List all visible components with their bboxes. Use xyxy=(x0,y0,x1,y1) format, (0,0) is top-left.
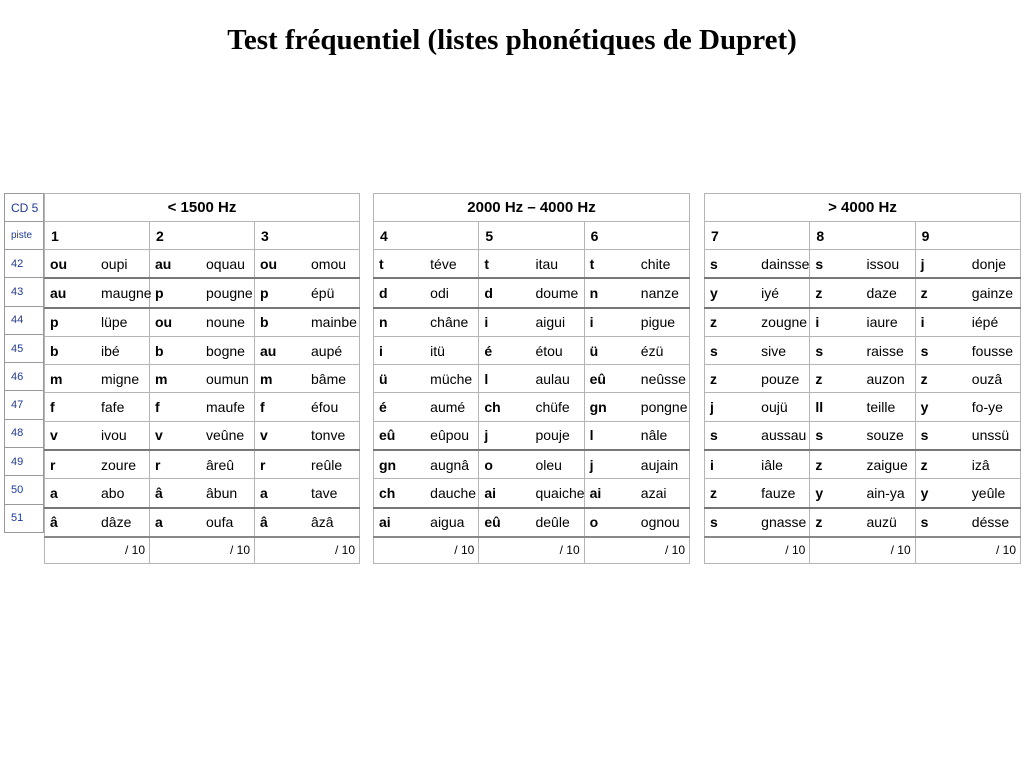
phoneme-cell: t xyxy=(374,250,427,279)
word-cell: zaigue xyxy=(862,450,915,479)
word-cell: pongne xyxy=(637,393,690,421)
table-row xyxy=(705,450,1021,479)
phoneme-cell: b xyxy=(255,308,308,337)
word-cell: pougne xyxy=(202,278,255,307)
phoneme-cell: z xyxy=(810,508,863,537)
word-cell: gainze xyxy=(968,278,1021,307)
phoneme-cell: gn xyxy=(374,450,427,479)
phoneme-cell: i xyxy=(584,308,637,337)
page-title: Test fréquentiel (listes phonétiques de Dupret) xyxy=(227,24,797,56)
phoneme-cell: s xyxy=(810,421,863,450)
table-row xyxy=(705,336,1021,364)
phoneme-cell: z xyxy=(705,308,758,337)
table-row xyxy=(374,365,690,393)
phoneme-cell: a xyxy=(150,508,203,537)
phoneme-cell: ch xyxy=(479,393,532,421)
phoneme-cell: t xyxy=(479,250,532,279)
word-cell: yeûle xyxy=(968,479,1021,508)
word-cell: zougne xyxy=(757,308,810,337)
phoneme-cell: ai xyxy=(479,479,532,508)
word-cell: auzü xyxy=(862,508,915,537)
phoneme-cell: f xyxy=(255,393,308,421)
phoneme-cell: p xyxy=(45,308,98,337)
word-cell: étou xyxy=(531,336,584,364)
phoneme-cell: a xyxy=(45,479,98,508)
word-cell: aulau xyxy=(531,365,584,393)
word-cell: dainsse xyxy=(757,250,810,279)
word-cell: müche xyxy=(426,365,479,393)
phoneme-cell: i xyxy=(810,308,863,337)
word-cell: iâle xyxy=(757,450,810,479)
table-row xyxy=(45,250,360,279)
score-cell: / 10 xyxy=(584,537,689,564)
word-cell: pouje xyxy=(531,421,584,450)
phoneme-cell: s xyxy=(915,336,968,364)
word-cell: auzon xyxy=(862,365,915,393)
phoneme-cell: â xyxy=(255,508,308,537)
word-cell: bogne xyxy=(202,336,255,364)
phoneme-cell: p xyxy=(150,278,203,307)
word-cell: fafe xyxy=(97,393,150,421)
word-cell: teille xyxy=(862,393,915,421)
word-cell: fousse xyxy=(968,336,1021,364)
score-cell: / 10 xyxy=(150,537,255,564)
word-cell: oupi xyxy=(97,250,150,279)
table-row xyxy=(45,365,360,393)
table-row xyxy=(45,508,360,537)
phoneme-cell: m xyxy=(150,365,203,393)
table-row xyxy=(45,479,360,508)
phoneme-cell: s xyxy=(705,336,758,364)
phoneme-cell: ü xyxy=(374,365,427,393)
list-number: 6 xyxy=(584,222,689,250)
word-cell: oufa xyxy=(202,508,255,537)
phoneme-cell: eû xyxy=(479,508,532,537)
phoneme-cell: l xyxy=(479,365,532,393)
word-cell: donje xyxy=(968,250,1021,279)
word-cell: noune xyxy=(202,308,255,337)
phoneme-cell: j xyxy=(705,393,758,421)
phoneme-cell: ai xyxy=(584,479,637,508)
list-number: 8 xyxy=(810,222,915,250)
word-cell: âreû xyxy=(202,450,255,479)
table-row xyxy=(705,250,1021,279)
table-row xyxy=(705,365,1021,393)
phoneme-cell: z xyxy=(705,479,758,508)
word-cell: oumun xyxy=(202,365,255,393)
table-row xyxy=(374,278,690,307)
phoneme-cell: ai xyxy=(374,508,427,537)
phoneme-cell: f xyxy=(150,393,203,421)
phoneme-cell: y xyxy=(705,278,758,307)
phoneme-cell: b xyxy=(45,336,98,364)
word-cell: dâze xyxy=(97,508,150,537)
word-cell: deûle xyxy=(531,508,584,537)
list-number: 5 xyxy=(479,222,584,250)
phoneme-cell: m xyxy=(255,365,308,393)
phoneme-cell: eû xyxy=(584,365,637,393)
score-cell: / 10 xyxy=(915,537,1020,564)
frequency-group-low xyxy=(44,193,360,564)
phoneme-cell: gn xyxy=(584,393,637,421)
table-row xyxy=(374,450,690,479)
piste-label: piste xyxy=(5,222,44,250)
track-number: 46 xyxy=(5,363,44,391)
word-cell: tave xyxy=(307,479,360,508)
word-cell: ézü xyxy=(637,336,690,364)
word-cell: nâle xyxy=(637,421,690,450)
track-number: 47 xyxy=(5,391,44,419)
phoneme-cell: j xyxy=(479,421,532,450)
word-cell: daze xyxy=(862,278,915,307)
phoneme-cell: s xyxy=(705,508,758,537)
score-cell: / 10 xyxy=(479,537,584,564)
word-cell: omou xyxy=(307,250,360,279)
word-cell: ain-ya xyxy=(862,479,915,508)
track-number: 44 xyxy=(5,306,44,334)
track-number: 43 xyxy=(5,278,44,306)
phoneme-cell: o xyxy=(479,450,532,479)
phoneme-cell: au xyxy=(45,278,98,307)
score-cell: / 10 xyxy=(45,537,150,564)
word-cell: ouzâ xyxy=(968,365,1021,393)
phoneme-cell: ou xyxy=(45,250,98,279)
word-cell: sive xyxy=(757,336,810,364)
phoneme-cell: v xyxy=(45,421,98,450)
phoneme-cell: ü xyxy=(584,336,637,364)
phoneme-cell: r xyxy=(255,450,308,479)
word-cell: iaure xyxy=(862,308,915,337)
phoneme-cell: s xyxy=(705,250,758,279)
frequency-group-high xyxy=(704,193,1021,564)
list-number: 7 xyxy=(705,222,810,250)
word-cell: éfou xyxy=(307,393,360,421)
phoneme-cell: j xyxy=(584,450,637,479)
word-cell: unssü xyxy=(968,421,1021,450)
word-cell: itau xyxy=(531,250,584,279)
table-row xyxy=(45,450,360,479)
phoneme-cell: â xyxy=(150,479,203,508)
word-cell: itü xyxy=(426,336,479,364)
frequency-group-mid xyxy=(373,193,690,564)
word-cell: iépé xyxy=(968,308,1021,337)
list-number: 4 xyxy=(374,222,479,250)
score-cell: / 10 xyxy=(810,537,915,564)
phoneme-cell: ch xyxy=(374,479,427,508)
word-cell: nanze xyxy=(637,278,690,307)
phoneme-cell: z xyxy=(915,450,968,479)
table-row xyxy=(705,278,1021,307)
phoneme-cell: z xyxy=(810,278,863,307)
word-cell: issou xyxy=(862,250,915,279)
word-cell: aupé xyxy=(307,336,360,364)
table-row xyxy=(374,336,690,364)
word-cell: abo xyxy=(97,479,150,508)
phoneme-cell: n xyxy=(374,308,427,337)
word-cell: tonve xyxy=(307,421,360,450)
track-number: 50 xyxy=(5,476,44,504)
table-row xyxy=(374,479,690,508)
phoneme-cell: o xyxy=(584,508,637,537)
phoneme-cell: i xyxy=(705,450,758,479)
list-number: 2 xyxy=(150,222,255,250)
phoneme-cell: i xyxy=(915,308,968,337)
word-cell: téve xyxy=(426,250,479,279)
phoneme-cell: l xyxy=(584,421,637,450)
phoneme-cell: r xyxy=(45,450,98,479)
table-row xyxy=(705,308,1021,337)
phoneme-cell: au xyxy=(150,250,203,279)
phoneme-cell: j xyxy=(915,250,968,279)
word-cell: oquau xyxy=(202,250,255,279)
word-cell: souze xyxy=(862,421,915,450)
table-row xyxy=(45,308,360,337)
word-cell: aigui xyxy=(531,308,584,337)
word-cell: lüpe xyxy=(97,308,150,337)
table-row xyxy=(705,479,1021,508)
phoneme-cell: s xyxy=(810,250,863,279)
word-cell: pigue xyxy=(637,308,690,337)
word-cell: bâme xyxy=(307,365,360,393)
word-cell: ognou xyxy=(637,508,690,537)
word-cell: châne xyxy=(426,308,479,337)
word-cell: gnasse xyxy=(757,508,810,537)
word-cell: quaiche xyxy=(531,479,584,508)
word-cell: neûsse xyxy=(637,365,690,393)
word-cell: augnâ xyxy=(426,450,479,479)
cd-label: CD 5 xyxy=(5,194,44,222)
track-number: 49 xyxy=(5,448,44,476)
word-cell: iyé xyxy=(757,278,810,307)
word-cell: chüfe xyxy=(531,393,584,421)
phoneme-cell: a xyxy=(255,479,308,508)
word-cell: épü xyxy=(307,278,360,307)
phoneme-cell: ou xyxy=(150,308,203,337)
list-number: 3 xyxy=(255,222,360,250)
phoneme-cell: ou xyxy=(255,250,308,279)
phoneme-cell: v xyxy=(150,421,203,450)
phoneme-cell: z xyxy=(810,365,863,393)
score-cell: / 10 xyxy=(255,537,360,564)
table-row xyxy=(374,508,690,537)
word-cell: migne xyxy=(97,365,150,393)
table-row xyxy=(45,421,360,450)
word-cell: âzâ xyxy=(307,508,360,537)
phoneme-cell: y xyxy=(810,479,863,508)
track-number: 51 xyxy=(5,504,44,532)
phoneme-cell: z xyxy=(810,450,863,479)
word-cell: âbun xyxy=(202,479,255,508)
word-cell: mainbe xyxy=(307,308,360,337)
track-number: 45 xyxy=(5,334,44,362)
table-row xyxy=(45,336,360,364)
phoneme-cell: i xyxy=(374,336,427,364)
table-row xyxy=(374,250,690,279)
table-row xyxy=(45,393,360,421)
word-cell: azai xyxy=(637,479,690,508)
track-number: 42 xyxy=(5,250,44,278)
phoneme-cell: r xyxy=(150,450,203,479)
phoneme-cell: s xyxy=(915,508,968,537)
table-row xyxy=(705,508,1021,537)
word-cell: pouze xyxy=(757,365,810,393)
phoneme-cell: s xyxy=(810,336,863,364)
phoneme-cell: m xyxy=(45,365,98,393)
word-cell: doume xyxy=(531,278,584,307)
word-cell: izâ xyxy=(968,450,1021,479)
table-row xyxy=(705,421,1021,450)
word-cell: aigua xyxy=(426,508,479,537)
list-number: 1 xyxy=(45,222,150,250)
phoneme-cell: eû xyxy=(374,421,427,450)
word-cell: oleu xyxy=(531,450,584,479)
list-number: 9 xyxy=(915,222,1020,250)
word-cell: maugne xyxy=(97,278,150,307)
word-cell: veûne xyxy=(202,421,255,450)
word-cell: odi xyxy=(426,278,479,307)
phoneme-cell: n xyxy=(584,278,637,307)
word-cell: oujü xyxy=(757,393,810,421)
word-cell: désse xyxy=(968,508,1021,537)
word-cell: aumé xyxy=(426,393,479,421)
phoneme-cell: z xyxy=(705,365,758,393)
phoneme-cell: é xyxy=(479,336,532,364)
phoneme-cell: z xyxy=(915,365,968,393)
word-cell: dauche xyxy=(426,479,479,508)
word-cell: ibé xyxy=(97,336,150,364)
table-row xyxy=(705,393,1021,421)
frequency-band-header: > 4000 Hz xyxy=(705,194,1021,222)
phoneme-cell: z xyxy=(915,278,968,307)
word-cell: reûle xyxy=(307,450,360,479)
phoneme-cell: au xyxy=(255,336,308,364)
table-row xyxy=(45,278,360,307)
phoneme-cell: é xyxy=(374,393,427,421)
word-cell: aujain xyxy=(637,450,690,479)
word-cell: raisse xyxy=(862,336,915,364)
word-cell: fo-ye xyxy=(968,393,1021,421)
phoneme-cell: v xyxy=(255,421,308,450)
phoneme-cell: f xyxy=(45,393,98,421)
phoneme-cell: b xyxy=(150,336,203,364)
track-number: 48 xyxy=(5,419,44,447)
frequency-band-header: 2000 Hz – 4000 Hz xyxy=(374,194,690,222)
word-cell: ivou xyxy=(97,421,150,450)
phoneme-cell: y xyxy=(915,393,968,421)
phoneme-cell: s xyxy=(705,421,758,450)
word-cell: zoure xyxy=(97,450,150,479)
frequency-band-header: < 1500 Hz xyxy=(45,194,360,222)
word-cell: maufe xyxy=(202,393,255,421)
phoneme-cell: i xyxy=(479,308,532,337)
score-cell: / 10 xyxy=(374,537,479,564)
word-cell: aussau xyxy=(757,421,810,450)
phoneme-cell: ll xyxy=(810,393,863,421)
score-cell: / 10 xyxy=(705,537,810,564)
table-row xyxy=(374,393,690,421)
track-number-column xyxy=(4,193,44,533)
table-row xyxy=(374,308,690,337)
phoneme-cell: d xyxy=(374,278,427,307)
word-cell: eûpou xyxy=(426,421,479,450)
phoneme-cell: p xyxy=(255,278,308,307)
table-row xyxy=(374,421,690,450)
word-cell: fauze xyxy=(757,479,810,508)
phoneme-cell: s xyxy=(915,421,968,450)
phoneme-cell: â xyxy=(45,508,98,537)
word-cell: chite xyxy=(637,250,690,279)
phoneme-cell: d xyxy=(479,278,532,307)
phoneme-cell: y xyxy=(915,479,968,508)
phoneme-cell: t xyxy=(584,250,637,279)
